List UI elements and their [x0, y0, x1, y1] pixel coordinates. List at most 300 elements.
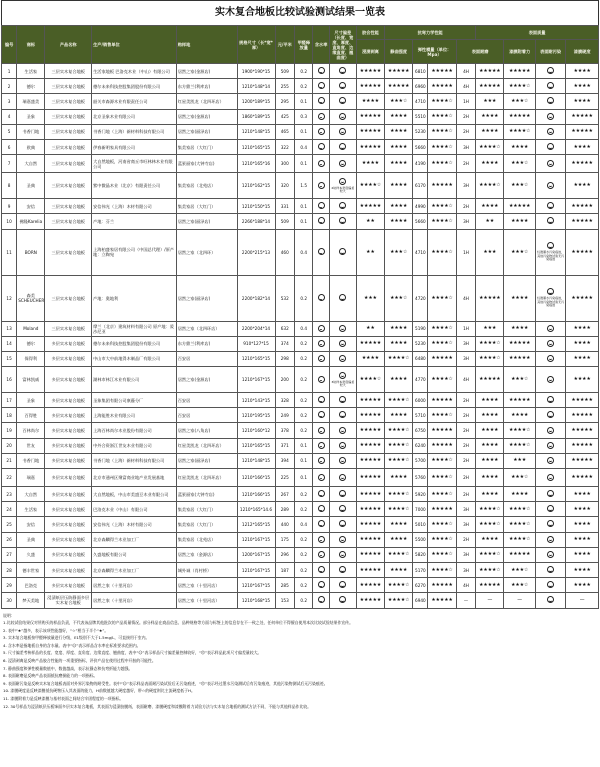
maker-cell: 北京森麟得兰木业加工厂: [92, 532, 177, 547]
product-cell: 三层实木复合地板: [45, 275, 92, 321]
bond-rating: ★★: [356, 321, 384, 336]
row-number: 6: [2, 139, 17, 154]
wear-value: 2H: [456, 487, 476, 502]
brand-cell: 书香门地: [17, 124, 45, 139]
bond-rating: ★★★★☆: [356, 173, 384, 199]
table-row: [2, 532, 599, 547]
moisture-cell: [313, 199, 329, 214]
smiley-face-icon: [339, 474, 346, 481]
brand-cell: 圣象: [17, 393, 45, 408]
smiley-face-icon: [339, 372, 346, 379]
adhesion-rating: ★★★★★: [504, 64, 535, 79]
row-number: 2: [2, 79, 17, 94]
formaldehyde-cell: 0.2: [295, 578, 313, 593]
wear-rating: ★★★★☆: [476, 173, 504, 199]
product-cell: 多层实木复合地板: [45, 336, 92, 351]
brand-cell: 瑞嘉: [17, 469, 45, 487]
adhesion-rating: ★★★☆: [504, 367, 535, 393]
brand-cell: 书香门地: [17, 453, 45, 468]
mor-rating: ★★★★☆: [385, 547, 413, 562]
mor-rating: ★★★★: [385, 124, 413, 139]
brand-cell: 德尔: [17, 336, 45, 351]
results-table: [1, 25, 599, 609]
header-adhesion: 漆膜附着力: [504, 40, 535, 64]
adhesion-rating: ★★★★★: [504, 393, 535, 408]
moe-value: 5010: [413, 517, 428, 532]
product-cell: 多层实木复合地板: [45, 438, 92, 453]
brand-cell: 安信: [17, 199, 45, 214]
adhesion-rating: ★★★★☆: [504, 124, 535, 139]
smiley-face-icon: [547, 427, 554, 434]
moisture-cell: [313, 562, 329, 577]
maker-cell: 安信伟光（上海）木材有限公司: [92, 517, 177, 532]
wear-value: 2H: [456, 109, 476, 124]
mor-rating: ★★★★: [385, 367, 413, 393]
hardness-rating: ★★★★★: [566, 438, 599, 453]
shop-cell: 居然之家（北四环）: [176, 229, 237, 275]
adhesion-rating: ★★★★☆: [504, 532, 535, 547]
price-cell: 295: [275, 94, 295, 109]
moe-value: 5510: [413, 109, 428, 124]
bond-rating: ★★★★★: [356, 139, 384, 154]
formaldehyde-cell: 0.2: [295, 275, 313, 321]
table-row: [2, 336, 599, 351]
smiley-face-icon: [318, 82, 325, 89]
spec-cell: 1900*190*15: [237, 64, 275, 79]
maker-cell: 德尔未来科技控股集团股份有限公司: [92, 336, 177, 351]
moe-value: 5500: [413, 532, 428, 547]
stain-cell: [535, 502, 565, 517]
wear-rating: ★★★★: [476, 124, 504, 139]
smiley-face-icon: [547, 340, 554, 347]
smiley-face-icon: [339, 505, 346, 512]
spec-cell: 1210*166*15: [237, 469, 275, 487]
wear-rating: ★★★★★: [476, 64, 504, 79]
stain-cell: [535, 408, 565, 423]
table-row: [2, 214, 599, 229]
hardness-rating: ★★★★★: [566, 229, 599, 275]
smiley-face-icon: [339, 355, 346, 362]
mor-rating: ★★★★: [385, 562, 413, 577]
spec-cell: 1210*150*15: [237, 199, 275, 214]
wear-rating: ★★★★: [476, 438, 504, 453]
moe-value: 4710: [413, 229, 428, 275]
stain-cell: [535, 517, 565, 532]
price-cell: 460: [275, 229, 295, 275]
row-number: 24: [2, 502, 17, 517]
wear-rating: ★★★★☆: [476, 351, 504, 366]
price-cell: 289: [275, 502, 295, 517]
formaldehyde-cell: 0.4: [295, 517, 313, 532]
spec-cell: 1210*167*15: [237, 367, 275, 393]
wear-value: 4H: [456, 64, 476, 79]
wear-rating: ★★★★: [476, 155, 504, 173]
maker-cell: 紫中微晶木业（北京）有限责任公司: [92, 173, 177, 199]
stain-cell: [535, 199, 565, 214]
bond-rating: ★★★★★: [356, 502, 384, 517]
adhesion-rating: ★★★★☆: [504, 502, 535, 517]
stain-cell: [535, 124, 565, 139]
mor-rating: ★★★★: [385, 532, 413, 547]
table-row: [2, 173, 599, 199]
table-row: [2, 562, 599, 577]
moe-rating: ★★★★☆: [428, 532, 456, 547]
product-cell: 三层实木复合地板: [45, 94, 92, 109]
table-row: [2, 321, 599, 336]
row-number: 1: [2, 64, 17, 79]
smiley-face-icon: [339, 248, 346, 255]
row-number: 3: [2, 94, 17, 109]
hardness-rating: ★★★★★: [566, 423, 599, 438]
row-number: 21: [2, 453, 17, 468]
moe-rating: ★★★★☆: [428, 124, 456, 139]
wear-rating: ★★★: [476, 321, 504, 336]
stain-cell: [535, 423, 565, 438]
price-cell: 187: [275, 562, 295, 577]
stain-cell: [535, 229, 565, 275]
bond-rating: ★★★★★: [356, 408, 384, 423]
moisture-cell: [313, 173, 329, 199]
size-deviation-cell: [329, 393, 356, 408]
adhesion-rating: ★★★★: [504, 275, 535, 321]
stain-cell: [535, 593, 565, 608]
moisture-cell: [313, 94, 329, 109]
formaldehyde-cell: 0.2: [295, 351, 313, 366]
maker-cell: 居然之家（十里河店）: [92, 578, 177, 593]
header-group-bond: 胶合性能: [356, 26, 384, 40]
shop-cell: 百安居: [176, 408, 237, 423]
maker-cell: 摩兰（北京）建筑材料有限公司 原产地：爱沙尼亚: [92, 321, 177, 336]
header-bond: 浸渍剥离: [356, 40, 384, 64]
mor-rating: ★★★★☆: [385, 423, 413, 438]
moe-rating: ★★★★★: [428, 502, 456, 517]
bond-rating: ★★★★★: [356, 393, 384, 408]
mor-rating: ★★★★: [385, 173, 413, 199]
smiley-face-icon: [339, 411, 346, 418]
note-9: 9. 表面耐污染是反映实木复合地板表面对外界污染物的耐受性。表中“☺”表示样品表面耐污染试验后无污染痕迹，“☹”表示经过墨水污染测试后有污染痕迹，其他污染物测试后无污染痕迹。: [3, 680, 328, 686]
price-cell: 509: [275, 64, 295, 79]
spec-cell: 1210*165*15: [237, 438, 275, 453]
adhesion-rating: ★★★☆: [504, 155, 535, 173]
spec-cell: 1210*166*15: [237, 487, 275, 502]
hardness-rating: ★★★★★: [566, 199, 599, 214]
note-3: 3. 实木复合地板按甲醛释放量进行分级，E1级别不大于1.5mg/L，可直接用于室内。: [3, 635, 150, 641]
mor-rating: ★★★★: [385, 336, 413, 351]
row-number: 5: [2, 124, 17, 139]
page-title: 实木复合地板比较试验测试结果一览表: [1, 0, 599, 25]
smiley-face-icon: [339, 566, 346, 573]
maker-cell: 上海柏盛家居有限公司（中国总代理）/原产地：立陶宛: [92, 229, 177, 275]
table-row: [2, 469, 599, 487]
stain-cell: [535, 321, 565, 336]
smiley-face-icon: [547, 217, 554, 224]
wear-value: —: [456, 593, 476, 608]
mor-rating: ★★★☆: [385, 275, 413, 321]
wear-value: 3H: [456, 173, 476, 199]
formaldehyde-cell: 0.2: [295, 502, 313, 517]
size-deviation-cell: [329, 94, 356, 109]
wear-rating: ★★★★★: [476, 275, 504, 321]
row-number: 18: [2, 408, 17, 423]
bond-rating: ★★★★★: [356, 336, 384, 351]
smiley-face-icon: [339, 536, 346, 543]
moisture-cell: [313, 124, 329, 139]
stain-cell: [535, 438, 565, 453]
wear-rating: ★★★★★: [476, 367, 504, 393]
spec-cell: 1200*189*15: [237, 94, 275, 109]
adhesion-rating: ★★★★☆: [504, 423, 535, 438]
shop-cell: 红星美凯龙（北四环店）: [176, 94, 237, 109]
spec-cell: 1210*167*15: [237, 562, 275, 577]
wear-rating: ★★★★☆: [476, 562, 504, 577]
bond-rating: ★★★★★: [356, 199, 384, 214]
size-deviation-cell-note: 3块样本宽度偏差较大: [331, 379, 355, 388]
wear-value: 2H: [456, 438, 476, 453]
wear-rating: ★★★★: [476, 393, 504, 408]
spec-cell: 1210*160*12: [237, 423, 275, 438]
stain-cell: [535, 275, 565, 321]
smiley-face-icon: [318, 581, 325, 588]
brand-cell: 生活家: [17, 502, 45, 517]
wear-value: 3H: [456, 517, 476, 532]
formaldehyde-cell: 0.2: [295, 487, 313, 502]
spec-cell: 1210*165*15: [237, 139, 275, 154]
maker-cell: 巴洛克木业（中山）有限公司: [92, 502, 177, 517]
wear-value: 4H: [456, 275, 476, 321]
wear-value: 4H: [456, 79, 476, 94]
bond-rating: ★★★★★: [356, 562, 384, 577]
mor-rating: ★★★★: [385, 408, 413, 423]
adhesion-rating: ★★★★★: [504, 199, 535, 214]
price-cell: 440: [275, 517, 295, 532]
smiley-face-icon: [547, 536, 554, 543]
bond-rating: ★★★★★: [356, 124, 384, 139]
moe-rating: ★★★★★: [428, 423, 456, 438]
row-number: 15: [2, 351, 17, 366]
brand-cell: 圣象: [17, 109, 45, 124]
smiley-face-icon: [547, 581, 554, 588]
moe-value: 5170: [413, 562, 428, 577]
moe-value: 6960: [413, 79, 428, 94]
maker-cell: 书香门地（上海）新材料科技有限公司: [92, 453, 177, 468]
header-size-deviation: 尺寸偏差（长度、宽度、厚度、直角度、边缘直度、翘曲度）: [329, 26, 356, 64]
product-cell: 多层实木复合地板: [45, 453, 92, 468]
adhesion-rating: ★★★★★: [504, 336, 535, 351]
smiley-face-icon: [318, 355, 325, 362]
table-row: [2, 229, 599, 275]
moisture-cell: [313, 321, 329, 336]
stain-cell: [535, 336, 565, 351]
hardness-rating: ★★★★★: [566, 453, 599, 468]
moisture-cell: [313, 351, 329, 366]
shop-cell: 集美家居（大红门）: [176, 199, 237, 214]
bond-rating: ★★★★: [356, 155, 384, 173]
moisture-cell: [313, 109, 329, 124]
moisture-cell: [313, 155, 329, 173]
shop-cell: 集美家居（大红门）: [176, 502, 237, 517]
maker-cell: 韶关市森源木业有限责任公司: [92, 94, 177, 109]
hardness-rating: —: [566, 593, 599, 608]
shop-cell: 居然之家(丽泽店): [176, 214, 237, 229]
moe-value: 7000: [413, 502, 428, 517]
price-cell: 322: [275, 139, 295, 154]
wear-rating: ★★★: [476, 229, 504, 275]
stain-cell: [535, 453, 565, 468]
maker-cell: 中外合资浙江世友木业有限公司: [92, 438, 177, 453]
moe-value: 4190: [413, 155, 428, 173]
size-deviation-cell: [329, 321, 356, 336]
moisture-cell: [313, 393, 329, 408]
note-10: 10. 漆膜硬度是反映漆膜抵抗硬物压入其表面的能力，H前数值越大硬度越好，带☆的硬度则比主流硬度低于H。: [3, 688, 195, 694]
bond-rating: ★★★★★: [356, 517, 384, 532]
moe-value: 5190: [413, 321, 428, 336]
hardness-rating: ★★★★: [566, 578, 599, 593]
wear-value: 2H: [456, 155, 476, 173]
product-cell: 三层实木复合地板: [45, 139, 92, 154]
moe-value: 4770: [413, 367, 428, 393]
smiley-face-icon: [547, 113, 554, 120]
row-number: 17: [2, 393, 17, 408]
price-cell: 200: [275, 367, 295, 393]
table-row: [2, 453, 599, 468]
smiley-face-icon: [318, 474, 325, 481]
bond-rating: ★★★★★: [356, 547, 384, 562]
smiley-face-icon: [547, 376, 554, 383]
smiley-face-icon: [318, 520, 325, 527]
formaldehyde-cell: 0.1: [295, 94, 313, 109]
shop-cell: 蓝景丽家(大钟寺店): [176, 487, 237, 502]
moe-rating: ★★★★★: [428, 79, 456, 94]
row-number: 7: [2, 155, 17, 173]
formaldehyde-cell: 0.1: [295, 155, 313, 173]
smiley-face-icon: [339, 520, 346, 527]
size-deviation-cell: [329, 469, 356, 487]
mor-rating: ★★★★: [385, 517, 413, 532]
price-cell: 267: [275, 487, 295, 502]
stain-cell: [535, 109, 565, 124]
spec-cell: 1212*165*15: [237, 517, 275, 532]
header-formaldehyde: 甲醛释放量: [295, 26, 313, 64]
note-12: 12. 30号样品为浸渍纸层压板饰面多层实木复合地板，其表面为浸渍胶膜纸，表面耐磨、漆膜硬度和漆膜附着力试验方法与实木复合地板的测试方法不同，不能与其他样品作比较。: [3, 703, 312, 709]
note-1: 1.比较试验结果仅对所购买的样品负责，不代表该品牌其他批次的产品质量情况。部分样品在商品信息、品种规格等方面与标签上的信息存在不一致之处，任何单位不得擅自使用本次比较试验结果作宣传。: [3, 620, 353, 626]
smiley-face-icon: [547, 596, 554, 603]
wear-value: 3H: [456, 351, 476, 366]
brand-cell: 巴洛克: [17, 578, 45, 593]
row-number: 28: [2, 562, 17, 577]
hardness-rating: ★★★★: [566, 502, 599, 517]
smiley-face-icon: [547, 67, 554, 74]
mor-rating: ★★★★☆: [385, 438, 413, 453]
table-row: [2, 393, 599, 408]
wear-rating: ★★★★☆: [476, 502, 504, 517]
product-cell: 多层实木复合地板: [45, 408, 92, 423]
smiley-face-icon: [547, 288, 554, 295]
price-cell: 249: [275, 408, 295, 423]
moe-rating: ★★★★☆: [428, 214, 456, 229]
moe-rating: ★★★★☆: [428, 469, 456, 487]
price-cell: 532: [275, 275, 295, 321]
product-cell: 三层实木复合地板: [45, 124, 92, 139]
smiley-face-icon: [318, 143, 325, 150]
hardness-rating: ★★★★: [566, 173, 599, 199]
hardness-rating: ★★★★★: [566, 124, 599, 139]
size-deviation-cell: [329, 124, 356, 139]
moisture-cell: [313, 502, 329, 517]
moe-rating: ★★★★★: [428, 351, 456, 366]
moe-rating: ★★★★☆: [428, 321, 456, 336]
price-cell: 374: [275, 336, 295, 351]
moisture-cell: [313, 547, 329, 562]
wear-rating: —: [476, 593, 504, 608]
moe-rating: ★★★★☆: [428, 562, 456, 577]
smiley-face-icon: [547, 182, 554, 189]
smiley-face-icon: [318, 551, 325, 558]
mor-rating: ★★★★☆: [385, 502, 413, 517]
shop-cell: 居然之家(丽泽店): [176, 453, 237, 468]
shop-cell: 集美家居（北苑店）: [176, 532, 237, 547]
header-product: 产品名称: [45, 26, 92, 64]
smiley-face-icon: [339, 396, 346, 403]
brand-cell: 佛隆Karelia: [17, 214, 45, 229]
product-cell: 三层实木复合地板: [45, 173, 92, 199]
header-spec: 规格尺寸（长*宽*厚）: [237, 26, 275, 64]
bond-rating: ★★: [356, 229, 384, 275]
wear-value: 3H: [456, 547, 476, 562]
size-deviation-cell: [329, 275, 356, 321]
shop-cell: 城外诚（肖村桥）: [176, 562, 237, 577]
smiley-face-icon: [318, 411, 325, 418]
maker-cell: 北京圣象木业有限公司: [92, 109, 177, 124]
product-cell: 三层实木复合地板: [45, 109, 92, 124]
formaldehyde-cell: 0.2: [295, 423, 313, 438]
bond-rating: ★★★★★: [356, 487, 384, 502]
mor-rating: ★★★★☆: [385, 393, 413, 408]
moe-value: 6480: [413, 351, 428, 366]
product-cell: 三层实木复合地板: [45, 64, 92, 79]
formaldehyde-cell: 0.1: [295, 214, 313, 229]
product-cell: 三层实木复合地板: [45, 155, 92, 173]
moisture-cell: [313, 438, 329, 453]
stain-cell: [535, 173, 565, 199]
wear-rating: ★★★: [476, 94, 504, 109]
product-cell: 三层实木复合地板: [45, 214, 92, 229]
adhesion-rating: ★★★★☆: [504, 79, 535, 94]
mor-rating: ★★★★☆: [385, 593, 413, 608]
formaldehyde-cell: 0.1: [295, 453, 313, 468]
formaldehyde-cell: 0.2: [295, 336, 313, 351]
spec-cell: 1860*189*15: [237, 109, 275, 124]
moe-value: 6940: [413, 593, 428, 608]
stain-cell: [535, 578, 565, 593]
hardness-rating: ★★★★: [566, 351, 599, 366]
row-number: 25: [2, 517, 17, 532]
table-row: [2, 351, 599, 366]
row-number: 16: [2, 367, 17, 393]
size-deviation-cell: [329, 408, 356, 423]
moe-rating: ★★★★☆: [428, 229, 456, 275]
smiley-face-icon: [339, 340, 346, 347]
smiley-face-icon: [339, 97, 346, 104]
brand-cell: 瑞嘉盛美: [17, 94, 45, 109]
mor-rating: ★★★☆: [385, 94, 413, 109]
mor-rating: ★★★★☆: [385, 578, 413, 593]
moe-rating: ★★★★☆: [428, 487, 456, 502]
smiley-face-icon: [318, 113, 325, 120]
smiley-face-icon: [547, 551, 554, 558]
maker-cell: 大自然地板，河南省商丘市旺林林木业有限公司: [92, 155, 177, 173]
brand-cell: BORN: [17, 229, 45, 275]
note-5: 5. 尺寸偏差考核样品的长度、宽度、厚度、直角度、边缘直度、翘曲度，表中“☺”表示样品尺寸偏差量控制较好，“☹”表示样品此项尺寸偏差量较大。: [3, 650, 262, 656]
